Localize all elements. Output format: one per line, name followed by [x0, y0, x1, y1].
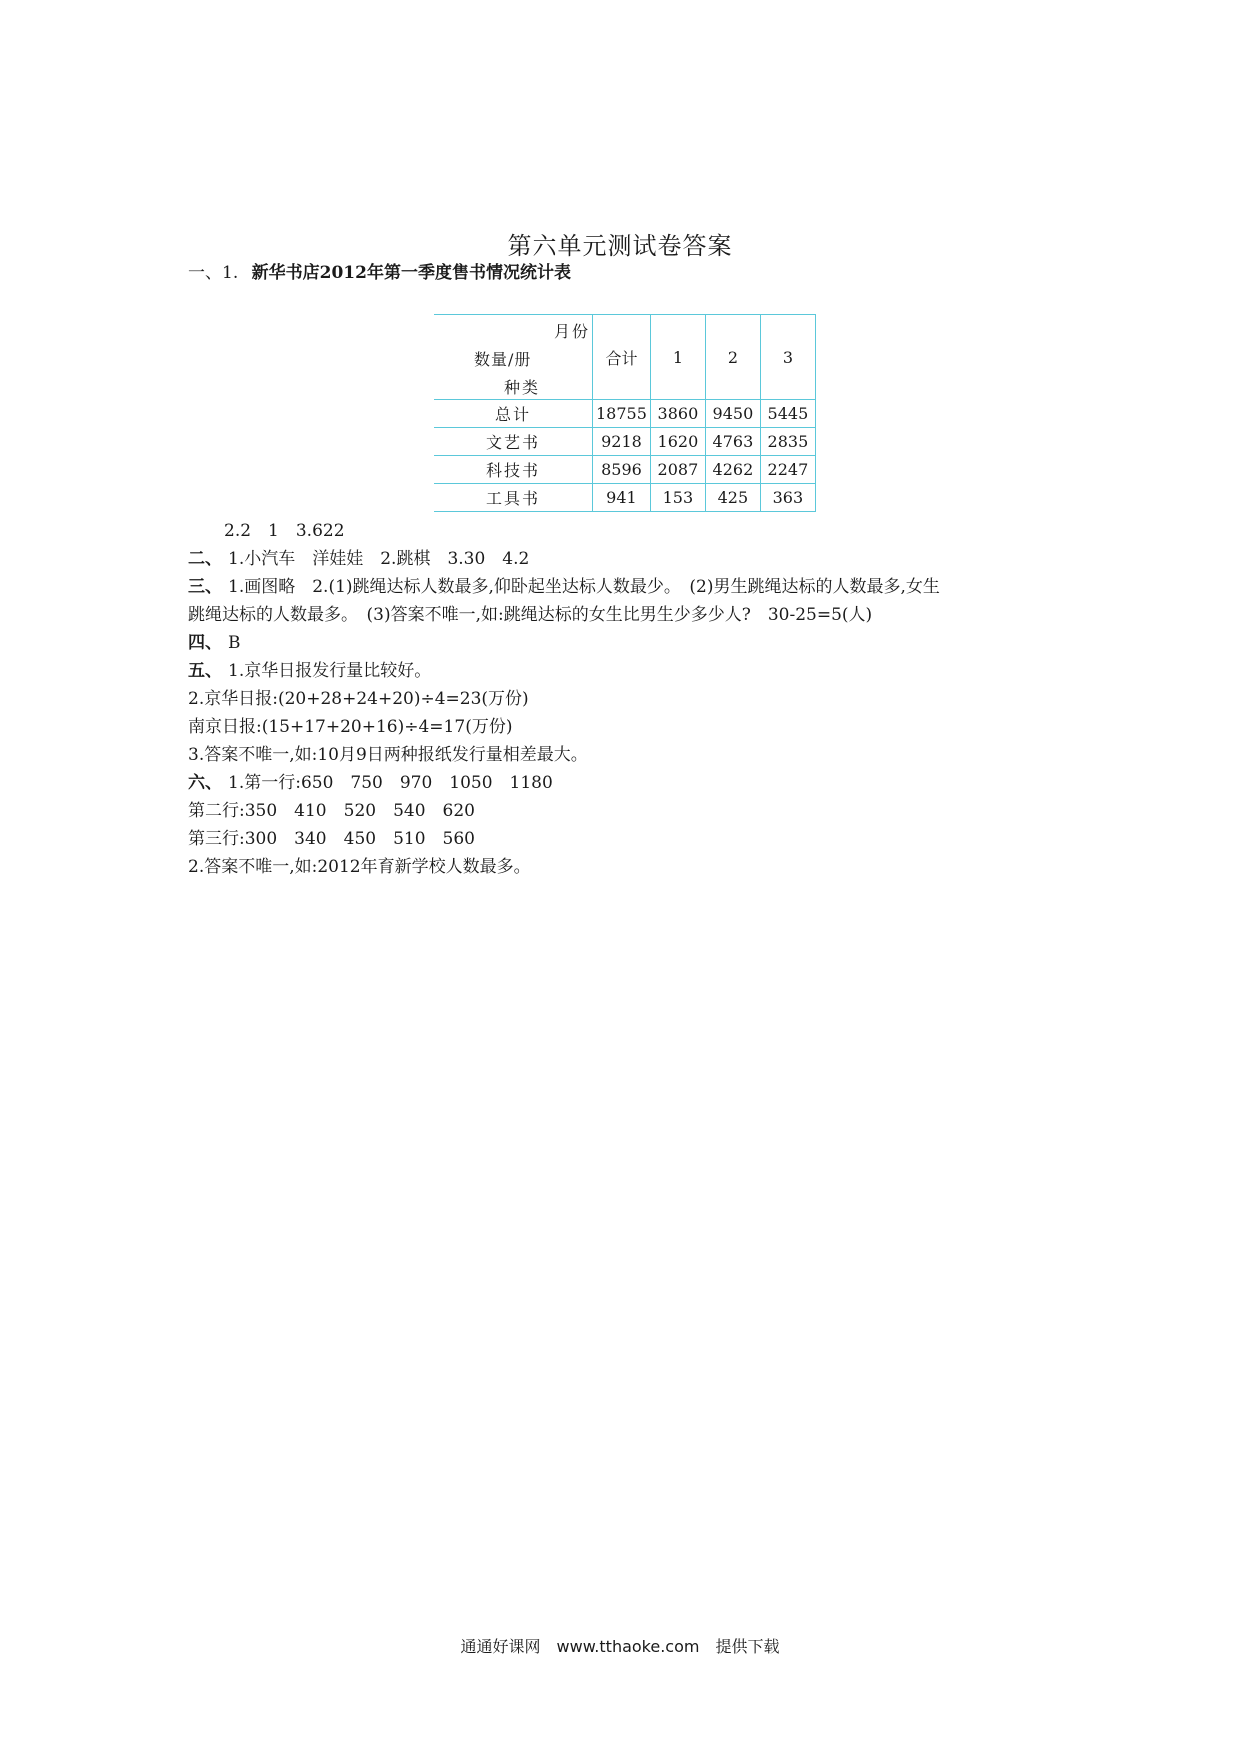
table-cell: 2835	[760, 428, 815, 456]
answer-text: 2.答案不唯一,如:2012年育新学校人数最多。	[188, 857, 531, 877]
diagonal-header-cell	[434, 315, 593, 400]
table-cell: 9450	[705, 400, 760, 428]
answer-text: 1.京华日报发行量比较好。	[228, 661, 432, 681]
month-label: 月份	[553, 322, 590, 341]
table-cell: 5445	[760, 400, 815, 428]
answer-text: 第二行:350 410 520 540 620	[188, 801, 475, 821]
table-title: 新华书店2012年第一季度售书情况统计表	[251, 263, 571, 283]
table-cell: 2247	[760, 456, 815, 484]
section-prefix: 六、	[188, 773, 222, 793]
column-header: 合计	[593, 315, 651, 400]
table-cell: 153	[650, 484, 705, 512]
table-cell: 3860	[650, 400, 705, 428]
sales-table	[434, 314, 816, 512]
table-cell: 2087	[650, 456, 705, 484]
q1-heading	[188, 262, 571, 284]
answer-line	[188, 632, 241, 654]
row-label: 工具书	[434, 484, 593, 512]
answer-line	[188, 576, 940, 598]
answer-text: 南京日报:(15+17+20+16)÷4=17(万份)	[188, 717, 513, 737]
answer-text: 3.答案不唯一,如:10月9日两种报纸发行量相差最大。	[188, 745, 588, 765]
table-header-row	[434, 315, 815, 400]
table-cell: 941	[593, 484, 651, 512]
answer-text: 1.画图略 2.(1)跳绳达标人数最多,仰卧起坐达标人数最少。 (2)男生跳绳达标的人数最多,女生	[228, 577, 940, 597]
column-header: 3	[760, 315, 815, 400]
answer-text: 跳绳达标的人数最多。 (3)答案不唯一,如:跳绳达标的女生比男生少多少人? 30-25=5(人)	[188, 605, 873, 625]
row-label: 科技书	[434, 456, 593, 484]
answer-line	[188, 772, 553, 794]
answer-text: 2.京华日报:(20+28+24+20)÷4=23(万份)	[188, 689, 529, 709]
table-cell: 363	[760, 484, 815, 512]
section-prefix: 二、	[188, 549, 222, 569]
answer-line	[188, 828, 475, 850]
answer-line	[188, 548, 529, 570]
answer-text: 1.第一行:650 750 970 1050 1180	[228, 773, 553, 793]
q1-answer-line: 2.2 1 3.622	[224, 521, 345, 541]
table-row	[434, 484, 815, 512]
row-label: 文艺书	[434, 428, 593, 456]
table-row	[434, 428, 815, 456]
table-row	[434, 456, 815, 484]
table-cell: 4763	[705, 428, 760, 456]
page-title: 第六单元测试卷答案	[507, 232, 733, 260]
answer-line	[188, 604, 872, 626]
answer-line	[188, 688, 529, 710]
quantity-label: 数量/册	[474, 350, 532, 369]
answer-line	[188, 800, 475, 822]
table-cell: 4262	[705, 456, 760, 484]
footer-credit: 通通好课网 www.tthaoke.com 提供下载	[460, 1637, 780, 1656]
table-cell: 9218	[593, 428, 651, 456]
table-row	[434, 400, 815, 428]
section-prefix: 三、	[188, 577, 222, 597]
answer-text: 第三行:300 340 450 510 560	[188, 829, 475, 849]
column-header: 1	[650, 315, 705, 400]
table-cell: 18755	[593, 400, 651, 428]
answer-line	[188, 660, 431, 682]
answer-line	[188, 716, 512, 738]
type-label: 种类	[504, 378, 541, 397]
section-prefix: 五、	[188, 661, 222, 681]
row-label: 总计	[434, 400, 593, 428]
table-cell: 425	[705, 484, 760, 512]
table-cell: 1620	[650, 428, 705, 456]
q1-prefix: 一、1.	[188, 263, 239, 283]
answer-text: 1.小汽车 洋娃娃 2.跳棋 3.30 4.2	[228, 549, 530, 569]
answer-line	[188, 856, 531, 878]
table-cell: 8596	[593, 456, 651, 484]
column-header: 2	[705, 315, 760, 400]
answer-text: B	[228, 633, 241, 653]
answer-line	[188, 744, 588, 766]
section-prefix: 四、	[188, 633, 222, 653]
